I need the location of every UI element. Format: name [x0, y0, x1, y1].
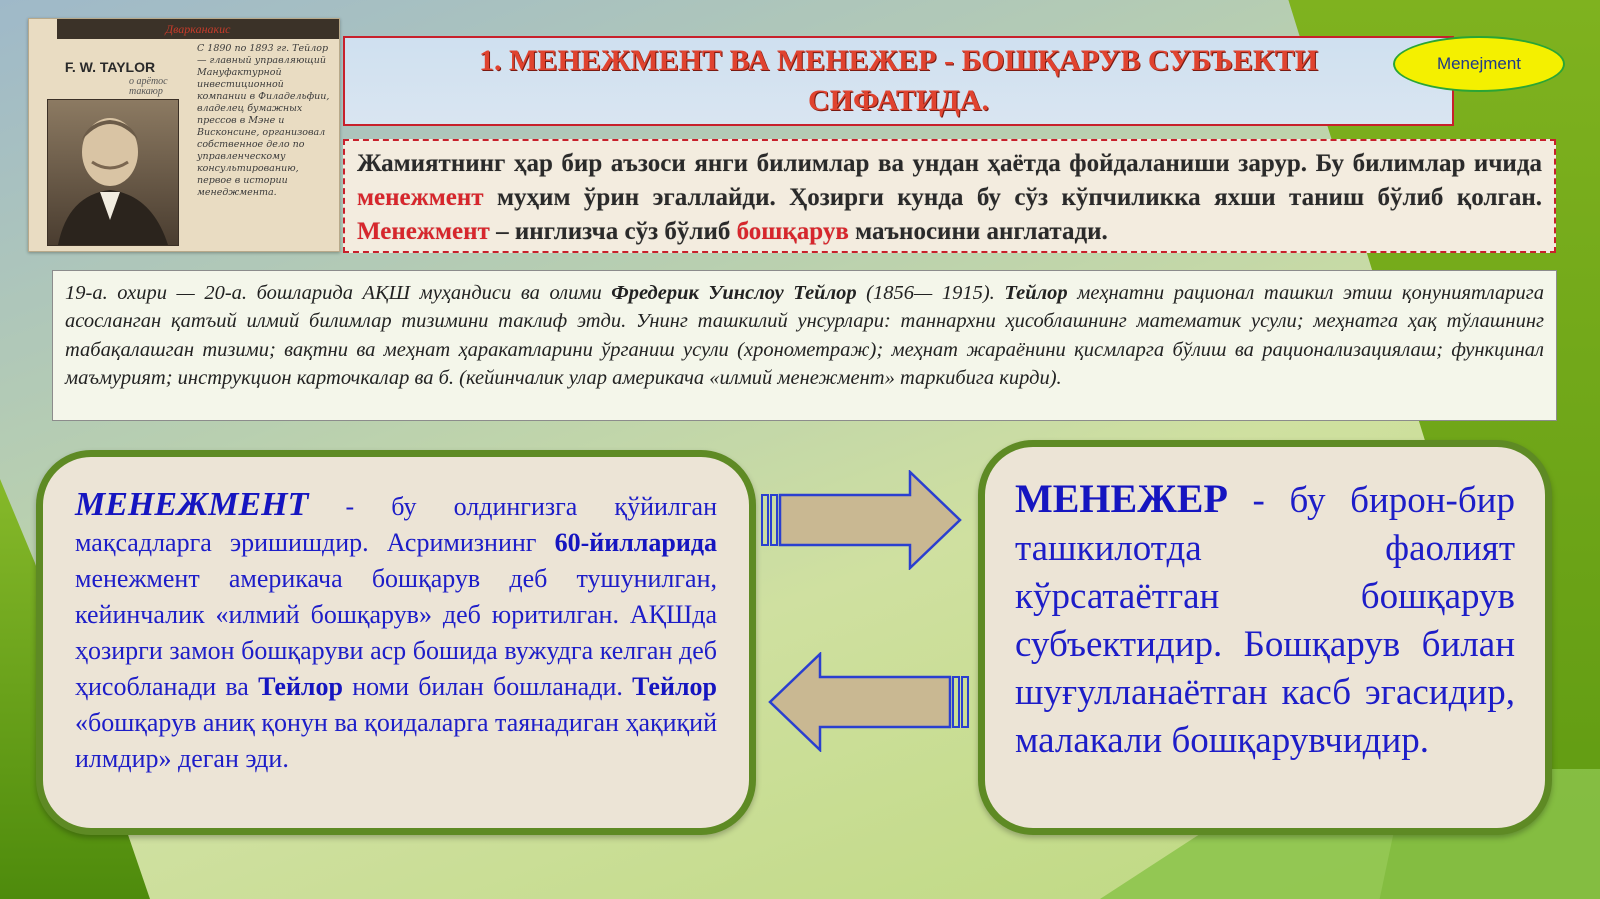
management-bold-1: 60-йилларида: [554, 528, 717, 557]
taylor-text-3: меҳнатни рационал ташкил этиш қонуниятларига асосланган қатъий илмий билимлар тизимини таклиф этди. Унинг ташкилий унсурлари: таннархни ҳисоблашнинг математик усули; меҳнатга ҳақ тўлашнинг табақалашган тизими; вақтни ва меҳнат ҳаракатларини ўрганиш усули (хронометраж); меҳнат жараёнини қисмларга бўлиш ва рационализациялаш; функцинал маъмурият; инструкцион карточкалар ва б. (кейинчалик улар америкача «илмий менежмент» таркибига кирди).: [65, 282, 1544, 389]
intro-highlight-1: менежмент: [357, 184, 484, 211]
intro-paragraph: [343, 139, 1556, 253]
management-bold-2: Тейлор: [258, 672, 343, 701]
manager-definition-box: [978, 440, 1552, 835]
taylor-paragraph: [52, 270, 1557, 421]
taylor-name: Тейлор: [1004, 282, 1068, 304]
management-text-4: «бошқарув аниқ қонун ва қоидаларга таянадиган ҳақиқий илмдир» деган эди.: [75, 708, 717, 773]
taylor-text-2: (1856— 1915).: [856, 282, 1005, 304]
intro-text-2: муҳим ўрин эгаллайди. Ҳозирги кунда бу сўз кўпчиликка яхши таниш бўлиб қолган.: [483, 184, 1542, 211]
taylor-text-1: 19-а. охири — 20-а. бошларида АҚШ муҳандиси ва олими: [65, 282, 612, 304]
taylor-name-full: Фредерик Уинслоу Тейлор: [611, 282, 857, 304]
intro-text-4: маъносини англатади.: [848, 218, 1108, 245]
management-text-2: менежмент америкача бошқарув деб тушунилган, кейинчалик «илмий бошқарув» деб юритилган. АҚШда ҳозирги замон бошқаруви аср бошида вужудга келган деб ҳисобланади ва: [75, 564, 717, 701]
intro-text-3: – инглизча сўз бўлиб: [489, 218, 737, 245]
intro-text-1: Жамиятнинг ҳар бир аъзоси янги билимлар ва ундан ҳаётда фойдаланиши зарур. Бу билимлар ичида: [357, 150, 1542, 177]
management-bold-3: Тейлор: [632, 672, 717, 701]
portrait-subtitle: о арётос такаюр: [129, 76, 168, 97]
taylor-portrait-card: [28, 18, 340, 252]
slide-title-box: [343, 36, 1454, 126]
intro-highlight-2: Менежмент: [357, 218, 490, 245]
portrait-caption: С 1890 по 1893 гг. Тейлор — главный управляющий Мануфактурной инвестиционной компании в Филадельфии, владелец бумажных прессов в Мэне и Висконсине, организовал собственное дело по управленческому консультированию, первое в истории менеджмента.: [197, 43, 330, 198]
portrait-name: F. W. TAYLOR: [64, 59, 156, 75]
menejment-badge[interactable]: Menejment: [1393, 36, 1565, 92]
taylor-photo: [47, 99, 179, 246]
intro-highlight-3: бошқарув: [736, 218, 849, 245]
management-term: МЕНЕЖМЕНТ: [75, 486, 309, 523]
slide-title: 1. МЕНЕЖМЕНТ ВА МЕНЕЖЕР - БОШҚАРУВ СУБЪЕКТИ СИФАТИДА.: [479, 44, 1318, 117]
manager-term: МЕНЕЖЕР: [1015, 476, 1228, 521]
management-definition-box: [36, 450, 756, 835]
management-text-1: - бу олдингизга қўйилган мақсадларга эришишдир. Асримизнинг: [75, 492, 717, 557]
arrow-right-icon: [760, 470, 970, 570]
manager-text: - бу бирон-бир ташкилотда фаолият кўрсатаётган бошқарув субъектидир. Бошқарув билан шуғулланаётган касб эгасидир, малакали бошқарувчидир.: [1015, 480, 1515, 761]
portrait-banner: Дварканакис: [57, 19, 339, 39]
management-text-3: номи билан бошланади.: [342, 672, 633, 701]
arrow-left-icon: [760, 652, 970, 752]
